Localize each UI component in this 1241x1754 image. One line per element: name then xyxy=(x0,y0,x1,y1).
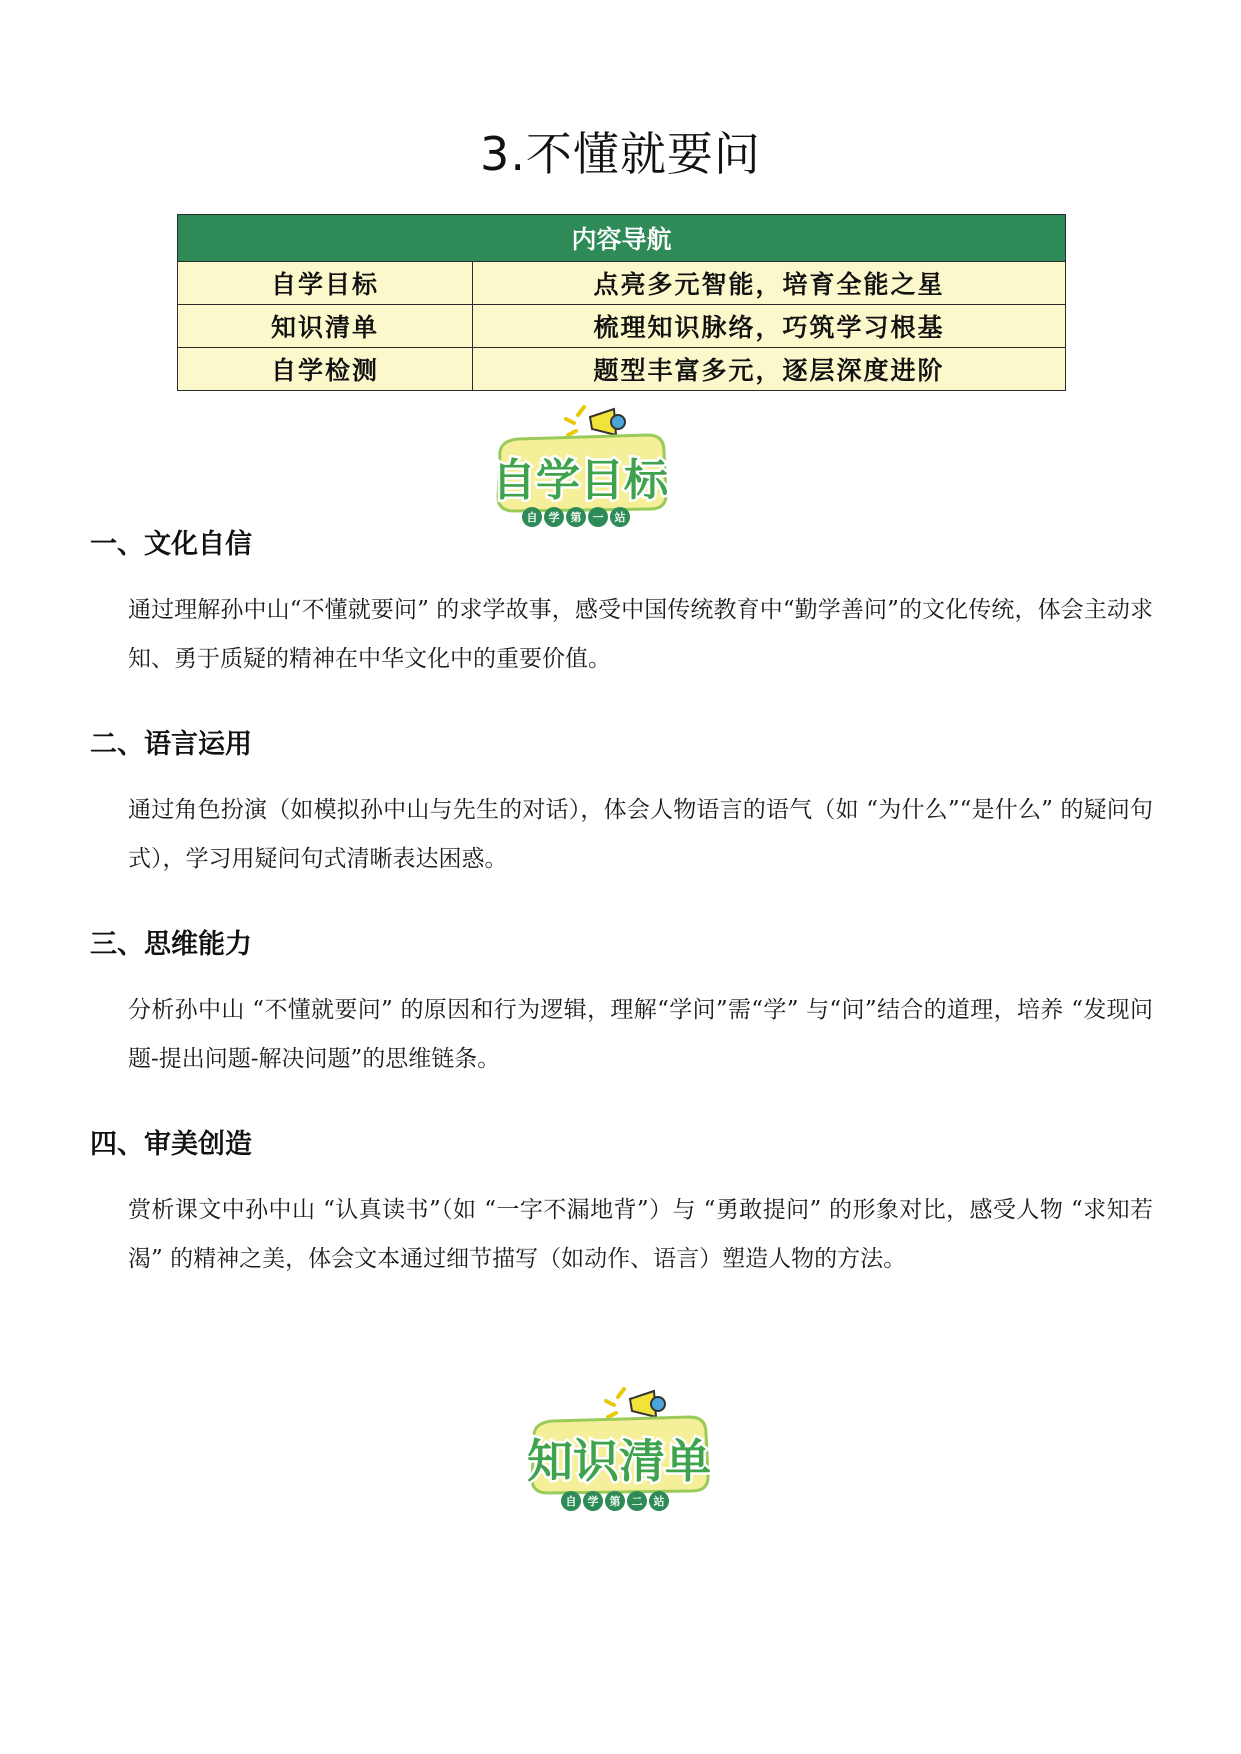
section-paragraph: 赏析课文中孙中山 “认真读书”（如 “一字不漏地背”）与 “勇敢提问” 的形象对比，感受人物 “求知若渴” 的精神之美，体会文本通过细节描写（如动作、语言）塑造人物的方法。 xyxy=(128,1197,1153,1272)
badge-char: 自 xyxy=(565,1495,577,1508)
badge-char: 第 xyxy=(609,1495,621,1508)
badge-char: 学 xyxy=(587,1495,599,1508)
nav-row-name: 自学检测 xyxy=(178,348,473,391)
badge-char: 站 xyxy=(614,511,626,524)
badge-char: 自 xyxy=(526,511,538,524)
nav-row-desc: 题型丰富多元，逐层深度进阶 xyxy=(473,348,1066,391)
nav-row-desc: 点亮多元智能，培育全能之星 xyxy=(473,262,1066,305)
badge-char: 二 xyxy=(631,1495,643,1508)
section-heading: 三、思维能力 xyxy=(90,929,252,960)
badge-char: 站 xyxy=(653,1495,665,1508)
nav-row xyxy=(178,262,1066,305)
self-study-goal-badge xyxy=(478,405,678,533)
section-heading: 一、文化自信 xyxy=(90,529,252,560)
badge-char: 学 xyxy=(548,511,560,524)
section-heading: 二、语言运用 xyxy=(90,729,252,760)
badge-title: 自学目标 xyxy=(492,455,668,506)
page-title: 3.不懂就要问 xyxy=(480,127,761,181)
section-paragraph: 通过角色扮演（如模拟孙中山与先生的对话），体会人物语言的语气（如 “为什么”“是什么” 的疑问句式），学习用疑问句式清晰表达困惑。 xyxy=(128,797,1153,872)
knowledge-list-badge xyxy=(512,1385,722,1517)
section-paragraph: 分析孙中山 “不懂就要问” 的原因和行为逻辑，理解“学问”需“学” 与“问”结合的道理，培养 “发现问题-提出问题-解决问题”的思维链条。 xyxy=(128,997,1153,1072)
nav-row-desc: 梳理知识脉络，巧筑学习根基 xyxy=(473,305,1066,348)
section-heading: 四、审美创造 xyxy=(90,1129,252,1160)
megaphone-icon xyxy=(566,407,625,435)
nav-row-name: 知识清单 xyxy=(178,305,473,348)
badge-char: 一 xyxy=(592,511,604,524)
content-nav-table xyxy=(177,214,1066,391)
badge-char: 第 xyxy=(570,511,582,524)
nav-header: 内容导航 xyxy=(178,215,1066,262)
megaphone-icon xyxy=(606,1389,665,1417)
section-paragraph: 通过理解孙中山“不懂就要问” 的求学故事，感受中国传统教育中“勤学善问”的文化传统，体会主动求知、勇于质疑的精神在中华文化中的重要价值。 xyxy=(128,597,1153,672)
badge-title: 知识清单 xyxy=(527,1434,711,1488)
nav-row-name: 自学目标 xyxy=(178,262,473,305)
nav-row xyxy=(178,305,1066,348)
nav-row xyxy=(178,348,1066,391)
